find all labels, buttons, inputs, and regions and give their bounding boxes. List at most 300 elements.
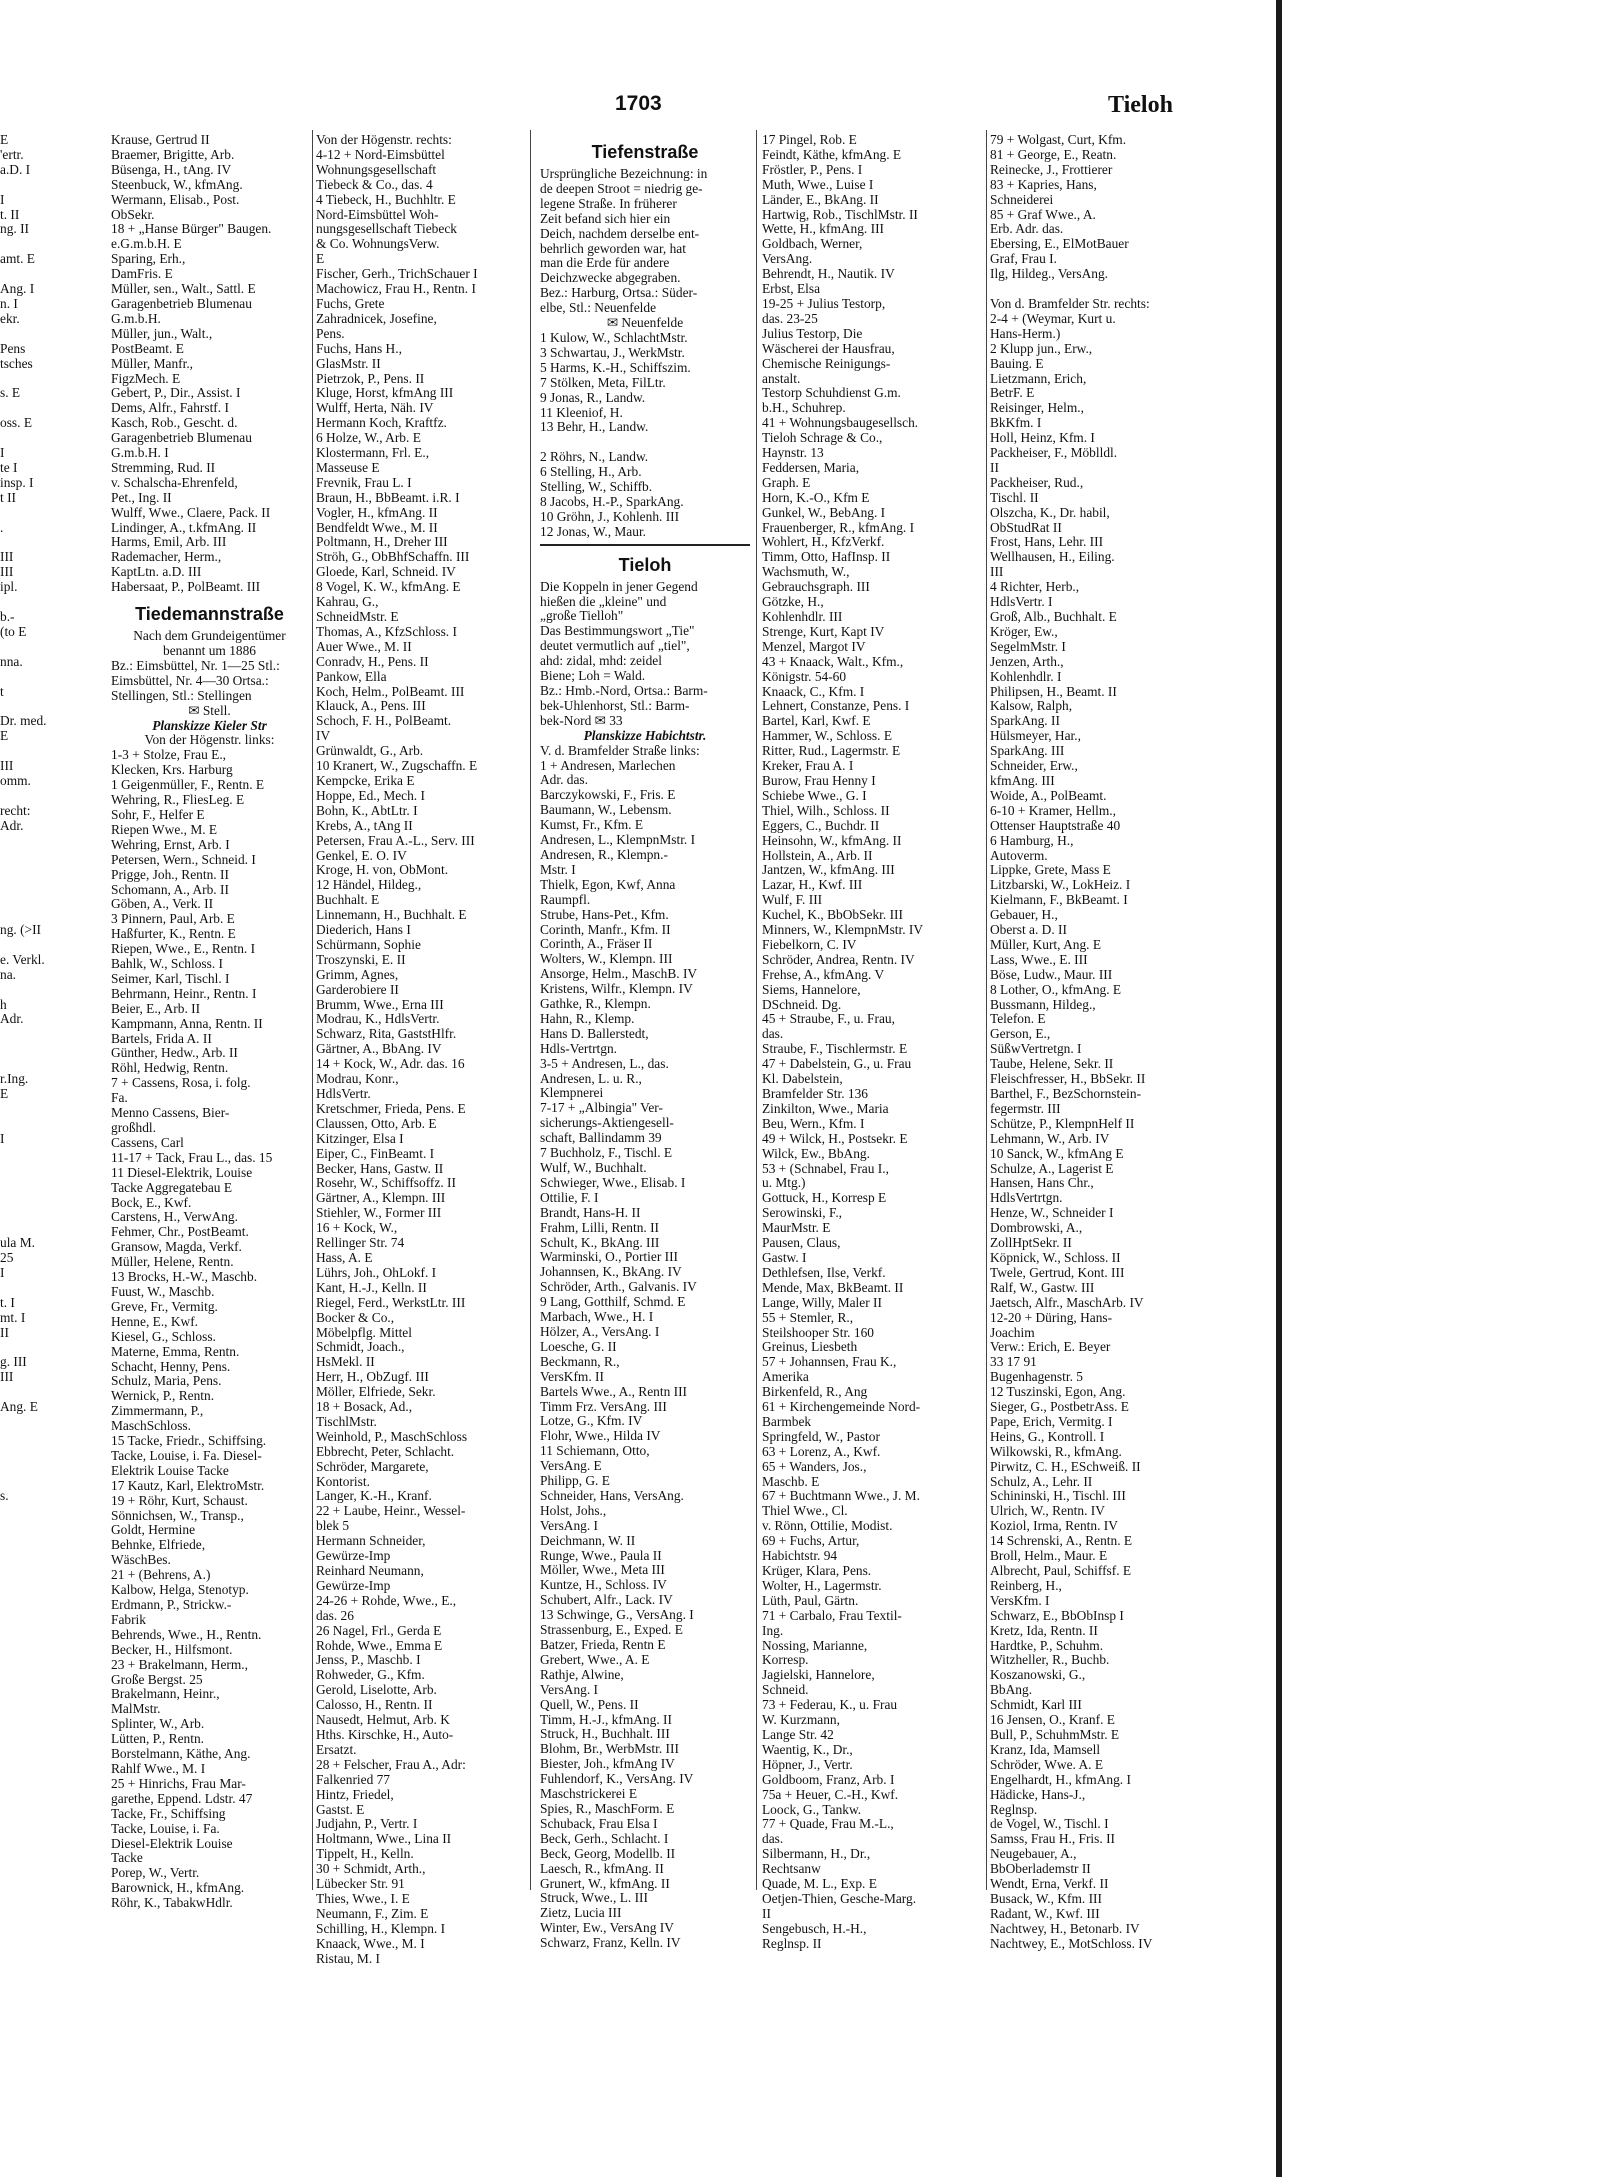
directory-entry: 18 + Bosack, Ad., [316, 1399, 413, 1415]
directory-entry: Bussmann, Hildeg., [990, 996, 1096, 1012]
directory-entry: Jagielski, Hannelore, [762, 1667, 875, 1683]
directory-entry: v. Schalscha-Ehrenfeld, [111, 474, 238, 490]
directory-entry: I [0, 1130, 5, 1146]
directory-entry: Gebert, P., Dir., Assist. I [111, 385, 241, 401]
directory-entry: Zietz, Lucia III [540, 1905, 622, 1921]
directory-entry: Tippelt, H., Kelln. [316, 1846, 414, 1862]
directory-entry: Krüger, Klara, Pens. [762, 1563, 872, 1578]
directory-entry: Jaetsch, Alfr., MaschArb. IV [990, 1294, 1144, 1310]
directory-entry: 45 + Straube, F., u. Frau, [762, 1011, 895, 1027]
directory-entry: PostBeamt. E [111, 340, 184, 356]
directory-entry: Hädicke, Hans-J., [990, 1786, 1086, 1802]
directory-entry: 55 + Stemler, R., [762, 1309, 854, 1325]
directory-entry: Groß, Alb., Buchhalt. E [990, 609, 1117, 624]
directory-entry: Ralf, W., Gastw. III [990, 1279, 1095, 1295]
directory-entry: Twele, Gertrud, Kont. III [990, 1264, 1125, 1280]
street-note: ✉ Neuenfelde [606, 315, 684, 331]
directory-entry: Schmidt, Joach., [316, 1339, 405, 1355]
directory-entry: Oetjen-Thien, Gesche-Marg. [762, 1890, 917, 1906]
directory-entry: Menno Cassens, Bier- [111, 1105, 230, 1121]
directory-entry: Zimmermann, P., [111, 1403, 204, 1419]
directory-entry: Tacke, Louise, i. Fa. Diesel- [111, 1447, 262, 1463]
directory-entry: Wilkowski, R., kfmAng. [990, 1443, 1122, 1459]
directory-entry: Oberst a. D. II [990, 922, 1067, 938]
directory-entry: Judjahn, P., Vertr. I [316, 1816, 418, 1832]
directory-entry: Modrau, K., HdlsVertr. [316, 1011, 440, 1027]
directory-entry: Wulff, Wwe., Claere, Pack. II [111, 504, 271, 520]
directory-entry: Sönnichsen, W., Transp., [111, 1507, 244, 1523]
directory-entry: MaschSchloss. [111, 1418, 191, 1434]
directory-entry: ng. (>II [0, 922, 42, 938]
directory-entry: SchneidMstr. E [316, 609, 399, 624]
directory-entry: 16 + Kock, W., [316, 1220, 398, 1236]
directory-entry: Nossing, Marianne, [762, 1637, 868, 1653]
directory-entry: Kalbow, Helga, Stenotyp. [111, 1582, 249, 1598]
directory-entry: Nachtwey, H., Betonarb. IV [990, 1920, 1140, 1936]
directory-entry: Elektrik Louise Tacke [111, 1462, 229, 1478]
directory-entry: Calosso, H., Rentn. II [316, 1697, 433, 1713]
directory-entry: Korresp. [762, 1652, 809, 1668]
directory-entry: Lietzmann, Erich, [990, 370, 1087, 386]
directory-entry: Schneiderei [990, 191, 1054, 207]
directory-entry: Joachim [990, 1324, 1035, 1340]
directory-entry: Strenge, Kurt, Kapt IV [762, 623, 885, 639]
directory-entry: 85 + Graf Wwe., A. [990, 206, 1096, 222]
directory-entry: garethe, Eppend. Ldstr. 47 [111, 1790, 253, 1806]
directory-entry: Gathke, R., Klempn. [540, 996, 651, 1012]
directory-entry: Kroge, H. von, ObMont. [316, 862, 449, 878]
directory-entry: Wulf, F. III [762, 892, 823, 908]
directory-entry: Schürmann, Sophie [316, 936, 421, 952]
directory-entry: Hansen, Hans Chr., [990, 1175, 1094, 1191]
column-rule [756, 130, 757, 1890]
directory-entry: Bull, P., SchuhmMstr. E [990, 1726, 1120, 1742]
directory-entry: Frost, Hans, Lehr. III [990, 534, 1104, 550]
directory-entry: 7 + Cassens, Rosa, i. folg. [111, 1075, 251, 1091]
directory-entry: Bahlk, W., Schloss. I [111, 956, 223, 972]
directory-entry: Hahn, R., Klemp. [540, 1010, 635, 1026]
directory-entry: Stremming, Rud. II [111, 459, 216, 475]
directory-entry: 13 Schwinge, G., VersAng. I [540, 1607, 694, 1623]
directory-entry [0, 401, 28, 416]
directory-entry: KaptLtn. a.D. III [111, 564, 202, 580]
directory-entry: e. Verkl. [0, 951, 45, 967]
directory-entry: Erdmann, P., Strickw.- [111, 1597, 232, 1612]
directory-entry: Lübecker Str. 91 [316, 1876, 405, 1892]
directory-entry: VersAng. E [540, 1458, 602, 1474]
directory-entry: Wohlert, H., KfzVerkf. [762, 534, 885, 550]
directory-entry: Gewürze-Imp [316, 1577, 391, 1593]
directory-entry: Wette, H., kfmAng. III [762, 221, 885, 237]
directory-entry: 49 + Wilck, H., Postsekr. E [762, 1130, 908, 1146]
directory-entry: Kl. Dabelstein, [762, 1071, 843, 1087]
directory-entry [0, 863, 28, 878]
directory-entry: Schuback, Frau Elsa I [540, 1815, 658, 1831]
column-rule [986, 130, 987, 1890]
directory-entry: III [0, 564, 14, 580]
directory-entry: Springfeld, W., Pastor [762, 1428, 880, 1444]
directory-entry: 3 Pinnern, Paul, Arb. E [111, 911, 235, 927]
directory-entry: MaurMstr. E [762, 1220, 831, 1236]
directory-entry: MalMstr. [111, 1701, 161, 1717]
directory-entry: Dems, Alfr., Fahrstf. I [111, 400, 229, 416]
directory-entry: Silbermann, H., Dr., [762, 1846, 871, 1862]
directory-entry: Brandt, Hans-H. II [540, 1204, 641, 1220]
directory-entry: Sohr, F., Helfer E [111, 806, 205, 822]
directory-entry: Thomas, A., KfzSchloss. I [316, 623, 457, 639]
directory-entry: 6 Holze, W., Arb. E [316, 430, 421, 446]
directory-entry [0, 744, 28, 759]
directory-entry: Mstr. I [540, 861, 576, 877]
directory-entry: Langer, K.-H., Kranf. [316, 1488, 432, 1504]
directory-entry: Frauenberger, R., kfmAng. I [762, 519, 915, 535]
directory-entry: Nachtwey, E., MotSchloss. IV [990, 1935, 1153, 1951]
directory-entry: 17 Kautz, Karl, ElektroMstr. [111, 1477, 265, 1493]
directory-entry: Hammer, W., Schloss. E [762, 728, 893, 744]
directory-entry: 4 Richter, Herb., [990, 579, 1080, 595]
directory-entry [0, 878, 28, 893]
directory-entry: Fiebelkorn, C. IV [762, 936, 857, 952]
directory-entry: Witzheller, R., Buchb. [990, 1652, 1110, 1668]
directory-entry: Grünwaldt, G., Arb. [316, 743, 424, 759]
directory-entry: elbe, Stl.: Neuenfelde [540, 300, 657, 316]
directory-entry: Thielk, Egon, Kwf, Anna [540, 876, 676, 892]
directory-entry: Dombrowski, A., [990, 1220, 1083, 1236]
directory-entry: Klempnerei [540, 1085, 604, 1101]
directory-entry: Ansorge, Helm., MaschB. IV [540, 966, 698, 982]
directory-entry: Bendfeldt Wwe., M. II [316, 519, 438, 535]
plan-reference: Planskizze Habichtstr. [583, 727, 707, 743]
directory-entry: Reinberg, H., [990, 1577, 1062, 1593]
directory-entry: Koch, Helm., PolBeamt. III [316, 683, 465, 699]
directory-entry: Bartel, Karl, Kwf. E [762, 713, 871, 729]
directory-entry: 25 [0, 1249, 14, 1265]
directory-entry: 9 Lang, Gotthilf, Schmd. E [540, 1294, 686, 1310]
directory-entry: 12-20 + Düring, Hans- [990, 1309, 1113, 1325]
directory-entry: ObStudRat II [990, 519, 1062, 535]
directory-entry [0, 1042, 28, 1057]
directory-entry [0, 1430, 28, 1445]
directory-entry: Höpner, J., Vertr. [762, 1756, 853, 1772]
directory-entry: Siems, Hannelore, [762, 981, 861, 997]
directory-entry: Tischl. II [990, 489, 1039, 505]
directory-entry: Tieloh Schrage & Co., [762, 430, 883, 446]
directory-entry: Ing. [762, 1622, 784, 1638]
directory-entry: Packheiser, Rud., [990, 474, 1084, 490]
directory-entry [0, 849, 28, 864]
directory-entry: Bartels, Frida A. II [111, 1030, 212, 1046]
directory-entry: Bartels Wwe., A., Rentn III [540, 1383, 688, 1399]
directory-entry: 75a + Heuer, C.-H., Kwf. [762, 1786, 899, 1802]
directory-entry: Kluge, Horst, kfmAng III [316, 385, 454, 401]
directory-entry: Kiesel, G., Schloss. [111, 1328, 216, 1344]
directory-entry: Herr, H., ObZugf. III [316, 1369, 429, 1385]
directory-entry: Schulze, A., Lagerist E [990, 1160, 1114, 1176]
directory-entry: Ottenser Hauptstraße 40 [990, 817, 1121, 833]
directory-entry: Blohm, Br., WerbMstr. III [540, 1741, 679, 1757]
directory-entry: Reisinger, Helm., [990, 400, 1084, 416]
directory-entry: Poltmann, H., Dreher III [316, 534, 448, 550]
directory-entry: Sparing, Erh., [111, 251, 186, 267]
street-column-2 [316, 133, 516, 1966]
directory-entry: Gärtner, A., Klempn. III [316, 1190, 446, 1206]
directory-entry: Müller, Kurt, Ang. E [990, 936, 1102, 952]
directory-entry: Lehnert, Constanze, Pens. I [762, 698, 910, 714]
directory-entry: Falkenried 77 [316, 1771, 391, 1787]
directory-entry: 71 + Carbalo, Frau Textil- [762, 1607, 902, 1623]
directory-entry: Muth, Wwe., Luise I [762, 176, 874, 192]
directory-entry: 1-3 + Stolze, Frau E., [111, 747, 227, 763]
directory-entry: Behrmann, Heinr., Rentn. I [111, 985, 257, 1001]
directory-entry: Hoppe, Ed., Mech. I [316, 787, 425, 803]
directory-entry: Von d. Bramfelder Str. rechts: [990, 295, 1150, 311]
directory-entry: Fuchs, Grete [316, 295, 385, 311]
directory-entry: 69 + Fuchs, Artur, [762, 1533, 860, 1549]
directory-entry: ZollHptSekr. II [990, 1235, 1072, 1251]
directory-entry: das. 23-25 [762, 310, 818, 326]
directory-entry: v. Rönn, Ottilie, Modist. [762, 1518, 893, 1534]
directory-entry: Schult, K., BkAng. III [540, 1234, 660, 1250]
directory-entry: 65 + Wanders, Jos., [762, 1458, 867, 1474]
directory-entry: Haßfurter, K., Rentn. E [111, 926, 236, 942]
directory-entry: Lange Str. 42 [762, 1726, 834, 1742]
directory-entry: Habersaat, P., PolBeamt. III [111, 579, 261, 595]
directory-entry: blek 5 [316, 1518, 350, 1534]
directory-entry: Zinkilton, Wwe., Maria [762, 1100, 889, 1116]
directory-entry: Rosehr, W., Schiffsoffz. II [316, 1175, 456, 1191]
directory-entry: Röhl, Hedwig, Rentn. [111, 1060, 229, 1076]
directory-entry: Masseuse E [316, 459, 380, 475]
directory-entry: Straube, F., Tischlermstr. E [762, 1041, 908, 1057]
directory-entry: t. II [0, 206, 20, 222]
directory-entry: recht: [0, 802, 31, 818]
directory-entry: Eiper, C., FinBeamt. I [316, 1145, 435, 1161]
directory-entry: Broll, Helm., Maur. E [990, 1548, 1108, 1564]
directory-entry: Gransow, Magda, Verkf. [111, 1239, 242, 1255]
directory-entry: 17 Pingel, Rob. E [762, 132, 857, 147]
directory-entry: Marbach, Wwe., H. I [540, 1309, 654, 1325]
directory-entry: Vogler, H., kfmAng. II [316, 504, 438, 520]
directory-entry: Andresen, L. u. R., [540, 1070, 642, 1086]
directory-entry: 3 Schwartau, J., WerkMstr. [540, 344, 685, 360]
directory-entry: Strube, Hans-Pet., Kfm. [540, 906, 669, 922]
directory-entry: Telefon. E [990, 1011, 1046, 1027]
directory-entry: nna. [0, 653, 23, 669]
directory-entry: 43 + Knaack, Walt., Kfm., [762, 653, 904, 669]
directory-entry: Gebauer, H., [990, 907, 1058, 923]
directory-entry: hießen die „kleine" und [540, 593, 667, 609]
directory-entry: sicherungs-Aktiengesell- [540, 1115, 674, 1131]
directory-entry: insp. I [0, 474, 34, 490]
directory-entry: Brakelmann, Heinr., [111, 1686, 220, 1702]
directory-entry: Beckmann, R., [540, 1353, 620, 1369]
directory-entry [0, 834, 28, 849]
directory-entry: 79 + Wolgast, Curt, Kfm. [990, 132, 1127, 147]
directory-entry: Kampmann, Anna, Rentn. II [111, 1015, 263, 1031]
directory-entry: 8 Vogel, K. W., kfmAng. E [316, 579, 461, 595]
directory-entry: II [762, 1905, 771, 1921]
directory-entry: Pet., Ing. II [111, 489, 172, 505]
directory-entry: Lindinger, A., t.kfmAng. II [111, 519, 257, 535]
directory-entry: Becker, H., Hilfsmont. [111, 1641, 233, 1657]
directory-entry: Autoverm. [990, 847, 1048, 863]
directory-entry: Riepen, Wwe., E., Rentn. I [111, 941, 256, 957]
directory-entry [0, 1102, 28, 1117]
directory-entry: Goldboom, Franz, Arb. I [762, 1771, 895, 1787]
directory-entry [0, 1445, 28, 1460]
directory-entry: ipl. [0, 579, 18, 595]
directory-entry: das. [762, 1026, 784, 1042]
directory-entry: Feindt, Käthe, kfmAng. E [762, 146, 902, 162]
directory-entry: Graf, Frau I. [990, 251, 1057, 267]
street-column-1 [111, 133, 308, 1911]
directory-entry: 19-25 + Julius Testorp, [762, 295, 886, 311]
directory-entry: SegelmMstr. I [990, 638, 1066, 654]
directory-entry: Tacke [111, 1850, 143, 1866]
directory-entry: III [0, 549, 14, 565]
directory-entry: mt. I [0, 1309, 26, 1325]
directory-entry: Möller, Elfriede, Sekr. [316, 1384, 436, 1400]
directory-entry: das. [762, 1831, 784, 1847]
directory-entry: Samss, Frau H., Fris. II [990, 1831, 1115, 1847]
directory-entry: Neumann, F., Zim. E [316, 1905, 429, 1921]
directory-entry: Wulf, W., Buchhalt. [540, 1160, 647, 1175]
directory-entry: 10 Sanck, W., kfmAng E [990, 1145, 1124, 1161]
directory-entry: Reinecke, J., Frottierer [990, 161, 1113, 177]
directory-entry: Hardtke, P., Schuhm. [990, 1637, 1104, 1653]
directory-entry: Lütten, P., Rentn. [111, 1731, 204, 1747]
directory-entry: Zeit befand sich hier ein [540, 210, 671, 226]
directory-entry: Adr. [0, 817, 24, 833]
directory-entry: te I [0, 459, 18, 475]
directory-entry: Birkenfeld, R., Ang [762, 1384, 868, 1400]
directory-entry: Behrends, Wwe., H., Rentn. [111, 1626, 262, 1642]
directory-entry: Winter, Ew., VersAng IV [540, 1920, 674, 1936]
directory-entry: Graph. E [762, 474, 811, 490]
directory-entry: Buchhalt. E [316, 892, 380, 908]
directory-entry [0, 1221, 28, 1236]
directory-entry: ahd: zidal, mhd: zeidel [540, 653, 662, 669]
directory-entry: Riepen Wwe., M. E [111, 821, 218, 837]
directory-entry: Greve, Fr., Vermitg. [111, 1298, 218, 1314]
directory-entry: Timm Frz. VersAng. III [540, 1398, 667, 1414]
directory-entry: Cassens, Carl [111, 1134, 184, 1150]
directory-entry: Timm, H.-J., kfmAng. II [540, 1711, 672, 1727]
directory-entry: Krebs, A., tAng II [316, 817, 413, 833]
directory-entry: Goldbach, Werner, [762, 236, 863, 252]
directory-entry [0, 699, 28, 714]
directory-entry: Ersatzt. [316, 1741, 357, 1757]
directory-entry: ula M. [0, 1235, 35, 1251]
directory-entry: & Co. WohnungsVerw. [316, 236, 440, 252]
directory-entry: HdlsVertrtgn. [990, 1190, 1063, 1206]
directory-entry: Thies, Wwe., I. E [316, 1890, 410, 1906]
directory-entry: Batzer, Frieda, Rentn E [540, 1637, 666, 1652]
directory-entry: a.D. I [0, 161, 31, 177]
directory-entry: Claussen, Otto, Arb. E [316, 1115, 437, 1131]
directory-entry: Pausen, Claus, [762, 1235, 841, 1251]
directory-entry: Garderobiere II [316, 981, 399, 997]
directory-entry [0, 237, 28, 252]
directory-entry: Braemer, Brigitte, Arb. [111, 146, 235, 162]
directory-entry: Bohn, K., AbtLtr. I [316, 802, 418, 818]
street-note: benannt um 1886 [163, 643, 256, 658]
directory-entry: Woide, A., PolBeamt. [990, 787, 1107, 803]
directory-entry [0, 1057, 28, 1072]
directory-entry: Packheiser, F., Möblldl. [990, 445, 1118, 461]
directory-entry: Schröder, Margarete, [316, 1458, 429, 1474]
directory-entry: Bz.: Eimsbüttel, Nr. 1—25 Stl.: [111, 657, 280, 673]
directory-entry: Barownick, H., kfmAng. [111, 1880, 245, 1896]
directory-entry: Reglnsp. II [762, 1935, 822, 1951]
directory-entry: Müller, Manfr., [111, 355, 194, 371]
directory-entry: Thiel, Wilh., Schloss. II [762, 802, 890, 818]
directory-entry: Bocker & Co., [316, 1309, 395, 1325]
directory-entry: V. d. Bramfelder Straße links: [540, 742, 700, 758]
directory-entry: Bramfelder Str. 136 [762, 1086, 868, 1101]
directory-entry: Auer Wwe., M. II [316, 638, 412, 654]
directory-entry: e.G.m.b.H. E [111, 236, 182, 252]
directory-entry: Gewürze-Imp [316, 1548, 391, 1564]
directory-entry: Prigge, Joh., Rentn. II [111, 866, 229, 882]
directory-entry: Chemische Reinigungs- [762, 355, 891, 371]
directory-entry: Machowicz, Frau H., Rentn. I [316, 281, 476, 297]
directory-entry: I [0, 445, 5, 461]
directory-entry: Hartwig, Rob., TischlMstr. II [762, 206, 918, 222]
directory-entry: HdlsVertr. I [990, 594, 1053, 610]
directory-entry: 9 Jonas, R., Landw. [540, 389, 646, 405]
directory-entry: Rohweder, G., Kfm. [316, 1667, 425, 1683]
directory-entry: omm. [0, 772, 31, 788]
directory-entry: Johannsen, K., BkAng. IV [540, 1264, 682, 1280]
directory-entry [0, 1162, 28, 1177]
directory-entry: Jantzen, W., kfmAng. III [762, 862, 895, 878]
directory-entry: Burow, Frau Henny I [762, 772, 876, 788]
directory-entry: kfmAng. III [990, 772, 1055, 788]
directory-entry: Thiel Wwe., Cl. [762, 1503, 848, 1519]
directory-entry: Götzke, H., [762, 594, 824, 610]
directory-entry: IV [316, 728, 331, 744]
directory-entry: na. [0, 966, 16, 982]
directory-entry: Braun, H., BbBeamt. i.R. I [316, 489, 460, 505]
directory-entry: Materne, Emma, Rentn. [111, 1343, 240, 1359]
directory-entry: 16 Jensen, O., Kranf. E [990, 1712, 1115, 1728]
directory-entry: Gastst. E [316, 1801, 365, 1817]
directory-entry: Hollstein, A., Arb. II [762, 847, 873, 863]
directory-entry: bek-Nord ✉ 33 [540, 712, 623, 728]
directory-entry: Hermann Schneider, [316, 1533, 426, 1549]
directory-entry: Hans-Herm.) [990, 325, 1061, 341]
directory-entry: Kitzinger, Elsa I [316, 1130, 404, 1146]
directory-entry: E [316, 251, 325, 267]
directory-entry: Schneider, Erw., [990, 758, 1078, 774]
directory-entry: 25 + Hinrichs, Frau Mar- [111, 1775, 246, 1791]
directory-entry: 8 Jacobs, H.-P., SparkAng. [540, 493, 684, 509]
directory-entry: h [0, 996, 7, 1012]
directory-entry: Wachsmuth, W., [762, 564, 850, 580]
directory-entry: Kuntze, H., Schloss. IV [540, 1577, 667, 1593]
street-column-4 [762, 133, 982, 1952]
directory-entry: anstalt. [762, 370, 801, 386]
directory-entry: 2 Röhrs, N., Landw. [540, 449, 649, 465]
directory-entry: Gottuck, H., Korresp E [762, 1190, 887, 1206]
directory-entry: Rechtsanw [762, 1861, 821, 1877]
directory-entry: Hans D. Ballerstedt, [540, 1025, 649, 1041]
street-note: ✉ Stell. [188, 702, 231, 718]
directory-entry: Röhr, K., TabakwHdlr. [111, 1895, 233, 1911]
directory-entry: Philipp, G. E [540, 1473, 610, 1489]
directory-entry: Länder, E., BkAng. II [762, 191, 879, 207]
